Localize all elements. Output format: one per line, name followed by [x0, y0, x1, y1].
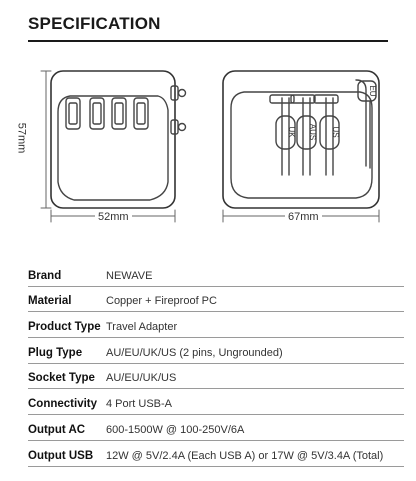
spec-value: 12W @ 5V/2.4A (Each USB A) or 17W @ 5V/3.4A (Total)	[106, 449, 384, 462]
spec-label: Output AC	[28, 423, 86, 436]
spec-label: Socket Type	[28, 372, 95, 385]
height-dimension-label: 57mm	[15, 122, 28, 154]
spec-label: Output USB	[28, 449, 94, 462]
adapter-line-drawing	[0, 50, 416, 240]
adapter-front-view	[51, 71, 186, 208]
plug-label-us: US	[331, 126, 340, 138]
spec-label: Material	[28, 295, 72, 308]
spec-label: Brand	[28, 269, 62, 282]
spec-value: Copper + Fireproof PC	[106, 295, 217, 308]
plug-label-aus: AUS	[308, 123, 317, 141]
table-row-plug-type	[28, 338, 404, 364]
front-width-dimension-label: 52mm	[95, 211, 132, 223]
table-row-socket-type	[28, 364, 404, 390]
table-row-brand	[28, 261, 404, 287]
spec-label: Product Type	[28, 321, 101, 334]
table-row-output-ac	[28, 415, 404, 441]
spec-label: Connectivity	[28, 398, 98, 411]
spec-label: Plug Type	[28, 346, 83, 359]
specification-table	[28, 261, 404, 467]
plug-label-uk: UK	[287, 126, 296, 138]
spec-value: NEWAVE	[106, 269, 153, 282]
title-divider	[28, 40, 388, 42]
spec-value: 4 Port USB-A	[106, 398, 173, 411]
page-title: SPECIFICATION	[28, 14, 161, 33]
adapter-side-view	[223, 71, 379, 208]
spec-value: AU/EU/UK/US	[106, 372, 177, 385]
table-row-product-type	[28, 312, 404, 338]
spec-value: Travel Adapter	[106, 321, 178, 334]
height-dimension-line	[41, 71, 51, 208]
table-row-connectivity	[28, 389, 404, 415]
product-dimension-drawing	[0, 50, 416, 240]
table-row-output-usb	[28, 441, 404, 467]
spec-value: 600-1500W @ 100-250V/6A	[106, 423, 245, 436]
side-width-dimension-label: 67mm	[285, 211, 322, 223]
table-row-material	[28, 287, 404, 313]
plug-label-eu: EU	[368, 85, 377, 97]
spec-value: AU/EU/UK/US (2 pins, Ungrounded)	[106, 346, 283, 359]
